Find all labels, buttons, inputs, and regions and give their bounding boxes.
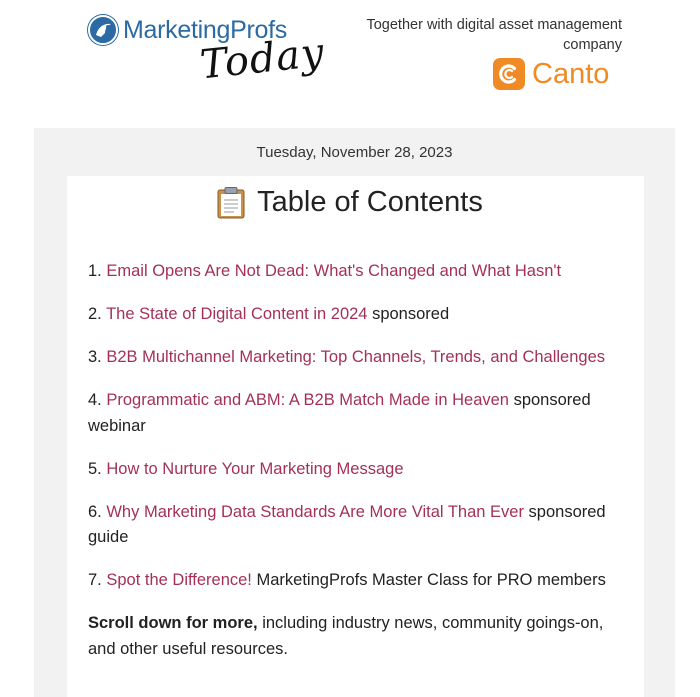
toc-link[interactable]: How to Nurture Your Marketing Message: [106, 459, 404, 478]
scroll-note-bold: Scroll down for more,: [88, 614, 258, 632]
toc-item: [88, 388, 628, 439]
toc-item-number: 4.: [88, 391, 102, 409]
toc-item: [88, 457, 628, 483]
toc-link[interactable]: Programmatic and ABM: A B2B Match Made in Heaven: [106, 391, 509, 409]
scroll-note: [88, 611, 628, 662]
toc-link[interactable]: B2B Multichannel Marketing: Top Channels, Trends, and Challenges: [106, 348, 606, 366]
globe-icon: [87, 14, 119, 46]
canto-logo[interactable]: [493, 58, 609, 90]
toc-item: [88, 345, 628, 371]
toc-item-tag: sponsored: [372, 305, 450, 323]
toc-item-number: 1.: [88, 262, 102, 280]
toc-heading: [0, 186, 700, 219]
toc-link[interactable]: Spot the Difference!: [106, 571, 252, 589]
toc-item: [88, 568, 628, 594]
email-header: [0, 0, 700, 128]
toc-list: [88, 259, 628, 662]
toc-item-tag: MarketingProfs Master Class for PRO members: [256, 571, 606, 589]
toc-item-number: 5.: [88, 459, 102, 478]
toc-title: Table of Contents: [257, 186, 483, 218]
toc-link[interactable]: Why Marketing Data Standards Are More Vital Than Ever: [106, 502, 524, 521]
toc-link[interactable]: The State of Digital Content in 2024: [106, 305, 368, 323]
toc-item-tag: sponsored guide: [88, 502, 606, 546]
canto-wordmark: Canto: [532, 58, 610, 90]
toc-item-number: 3.: [88, 348, 102, 366]
toc-item-tag: sponsored webinar: [88, 391, 591, 435]
issue-date: Tuesday, November 28, 2023: [256, 144, 453, 161]
scroll-note-text: including industry news, community goings-on, and other useful resources.: [88, 614, 604, 658]
toc-item-number: 6.: [88, 502, 102, 521]
toc-item: [88, 500, 628, 551]
brand-wordmark: MarketingProfs: [123, 16, 287, 44]
toc-item: [88, 302, 628, 328]
today-script-logo: Today: [197, 29, 327, 89]
toc-item: [88, 259, 628, 285]
toc-link[interactable]: Email Opens Are Not Dead: What's Changed and What Hasn't: [106, 262, 562, 280]
clipboard-icon: [217, 187, 245, 219]
toc-item-number: 7.: [88, 571, 102, 589]
canto-c-icon: [493, 58, 525, 90]
toc-item-number: 2.: [88, 305, 102, 323]
partner-text: Together with digital asset management company: [366, 17, 622, 53]
